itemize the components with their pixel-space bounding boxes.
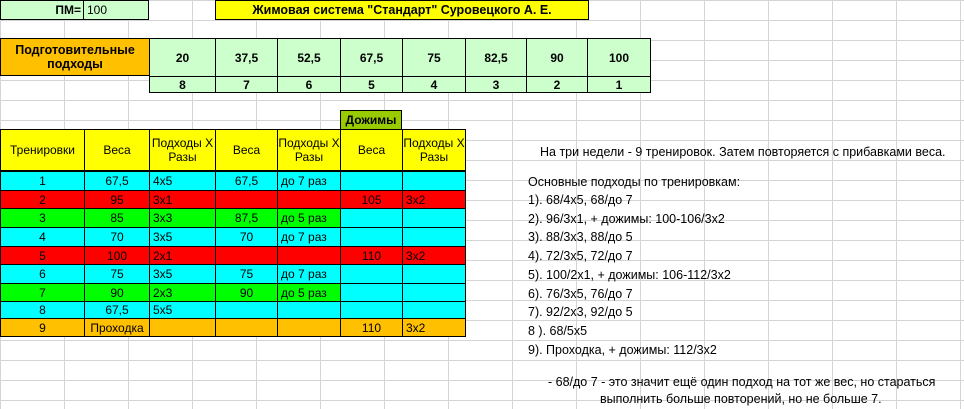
table-row-cell[interactable] <box>277 318 341 337</box>
table-row-cell[interactable] <box>340 227 403 247</box>
prep-reps-cell[interactable]: 3 <box>465 76 527 93</box>
note-intro: На три недели - 9 тренировок. Затем повторяется с прибавками веса. <box>540 145 946 159</box>
pm-value-cell[interactable]: 100 <box>83 0 149 20</box>
table-row-cell[interactable]: 67,5 <box>84 171 150 191</box>
table-row-cell[interactable]: 3х5 <box>149 264 216 284</box>
table-row-cell[interactable]: 85 <box>84 208 150 228</box>
table-row-cell[interactable]: 3х5 <box>149 227 216 247</box>
table-row-cell[interactable] <box>277 190 341 209</box>
table-header-cell[interactable]: Подходы Х Разы <box>402 129 466 171</box>
note-item: 7). 92/2х3, 92/до 5 <box>528 305 633 320</box>
table-row-cell[interactable]: до 7 раз <box>277 264 341 284</box>
prep-weight-cell[interactable]: 100 <box>587 38 651 77</box>
table-header-cell[interactable]: Подходы Х Разы <box>277 129 341 171</box>
note-item: 4). 72/3х5, 72/до 7 <box>528 249 633 264</box>
table-row-cell[interactable]: 3 <box>0 208 85 228</box>
table-row-cell[interactable] <box>340 264 403 284</box>
table-row-cell[interactable]: 75 <box>84 264 150 284</box>
table-row-cell[interactable]: до 5 раз <box>277 283 341 302</box>
table-row-cell[interactable]: до 7 раз <box>277 171 341 191</box>
table-row-cell[interactable] <box>340 283 403 302</box>
table-row-cell[interactable]: 2 <box>0 190 85 209</box>
table-row-cell[interactable]: до 7 раз <box>277 227 341 247</box>
table-row-cell[interactable]: 9 <box>0 318 85 337</box>
table-row-cell[interactable]: 4 <box>0 227 85 247</box>
note-footer-2: выполнить больше повторений, но не больше 7. <box>600 392 882 406</box>
table-row-cell[interactable]: 3х2 <box>402 246 466 265</box>
table-row-cell[interactable]: 1 <box>0 171 85 191</box>
table-row-cell[interactable] <box>215 301 278 319</box>
prep-reps-cell[interactable]: 1 <box>587 76 651 93</box>
table-row-cell[interactable]: 95 <box>84 190 150 209</box>
table-row-cell[interactable]: 67,5 <box>215 171 278 191</box>
prep-reps-cell[interactable]: 5 <box>340 76 403 93</box>
table-row-cell[interactable]: 90 <box>84 283 150 302</box>
note-item: 1). 68/4х5, 68/до 7 <box>528 193 633 207</box>
table-row-cell[interactable] <box>215 318 278 337</box>
table-row-cell[interactable] <box>340 208 403 228</box>
table-row-cell[interactable] <box>340 301 403 319</box>
prep-reps-cell[interactable]: 7 <box>215 76 278 93</box>
prep-weight-cell[interactable]: 52,5 <box>277 38 341 77</box>
table-row-cell[interactable]: 110 <box>340 318 403 337</box>
table-row-cell[interactable]: 3х2 <box>402 190 466 209</box>
note-item: 6). 76/3х5, 76/до 7 <box>528 286 633 301</box>
table-row-cell[interactable]: 100 <box>84 246 150 265</box>
dozhimy-label-cell[interactable]: Дожимы <box>340 110 402 130</box>
table-row-cell[interactable] <box>402 301 466 319</box>
table-row-cell[interactable]: 90 <box>215 283 278 302</box>
table-row-cell[interactable] <box>402 171 466 191</box>
note-item: 5). 100/2х1, + дожимы: 106-112/3х2 <box>528 267 731 282</box>
table-row-cell[interactable] <box>277 246 341 265</box>
table-row-cell[interactable]: 3х3 <box>149 208 216 228</box>
prep-reps-cell[interactable]: 8 <box>149 76 216 93</box>
table-row-cell[interactable]: 87,5 <box>215 208 278 228</box>
table-row-cell[interactable] <box>215 246 278 265</box>
table-row-cell[interactable]: 75 <box>215 264 278 284</box>
table-row-cell[interactable] <box>402 264 466 284</box>
note-item: 2). 96/3х1, + дожимы: 100-106/3х2 <box>528 211 725 226</box>
prep-weight-cell[interactable]: 20 <box>149 38 216 77</box>
table-row-cell[interactable]: 3х1 <box>149 190 216 209</box>
table-header-cell[interactable]: Подходы Х Разы <box>149 129 216 171</box>
table-row-cell[interactable]: 110 <box>340 246 403 265</box>
note-item: 8 ). 68/5х5 <box>528 323 588 338</box>
table-header-cell[interactable]: Тренировки <box>0 129 85 171</box>
table-row-cell[interactable] <box>402 208 466 228</box>
table-header-cell[interactable]: Веса <box>340 129 403 171</box>
title-cell[interactable]: Жимовая система "Стандарт" Суровецкого А. Е. <box>215 0 589 20</box>
table-row-cell[interactable]: 2х1 <box>149 246 216 265</box>
table-row-cell[interactable] <box>277 301 341 319</box>
note-footer-1: - 68/до 7 - это значит ещё один подход на тот же вес, но стараться <box>548 375 936 389</box>
table-row-cell[interactable]: 5 <box>0 246 85 265</box>
table-header-cell[interactable]: Веса <box>215 129 278 171</box>
prep-weight-cell[interactable]: 37,5 <box>215 38 278 77</box>
table-row-cell[interactable]: 3х2 <box>402 318 466 337</box>
pm-label-cell[interactable]: ПМ= <box>0 0 84 20</box>
prep-reps-cell[interactable]: 6 <box>277 76 341 93</box>
table-row-cell[interactable] <box>215 190 278 209</box>
table-row-cell[interactable] <box>340 171 403 191</box>
table-row-cell[interactable]: 70 <box>215 227 278 247</box>
table-row-cell[interactable]: 2х3 <box>149 283 216 302</box>
table-row-cell[interactable] <box>402 227 466 247</box>
table-row-cell[interactable]: 67,5 <box>84 301 150 319</box>
table-row-cell[interactable] <box>149 318 216 337</box>
table-row-cell[interactable]: 6 <box>0 264 85 284</box>
table-row-cell[interactable]: 70 <box>84 227 150 247</box>
table-header-cell[interactable]: Веса <box>84 129 150 171</box>
prep-reps-cell[interactable]: 4 <box>402 76 466 93</box>
note-item: 3). 88/3х3, 88/до 5 <box>528 230 633 245</box>
table-row-cell[interactable]: Проходка <box>84 318 150 337</box>
prep-label-cell[interactable]: Подготовительные подходы <box>0 38 150 76</box>
prep-reps-cell[interactable]: 2 <box>526 76 588 93</box>
table-row-cell[interactable]: 8 <box>0 301 85 319</box>
prep-weight-cell[interactable]: 90 <box>526 38 588 77</box>
note-heading: Основные подходы по тренировкам: <box>528 175 741 189</box>
table-row-cell[interactable] <box>402 283 466 302</box>
table-row-cell[interactable]: 5х5 <box>149 301 216 319</box>
prep-weight-cell[interactable]: 67,5 <box>340 38 403 77</box>
prep-weight-cell[interactable]: 82,5 <box>465 38 527 77</box>
table-row-cell[interactable]: 105 <box>340 190 403 209</box>
prep-weight-cell[interactable]: 75 <box>402 38 466 77</box>
table-row-cell[interactable]: 7 <box>0 283 85 302</box>
table-row-cell[interactable]: до 5 раз <box>277 208 341 228</box>
table-row-cell[interactable]: 4х5 <box>149 171 216 191</box>
note-item: 9). Проходка, + дожимы: 112/3х2 <box>528 342 717 357</box>
